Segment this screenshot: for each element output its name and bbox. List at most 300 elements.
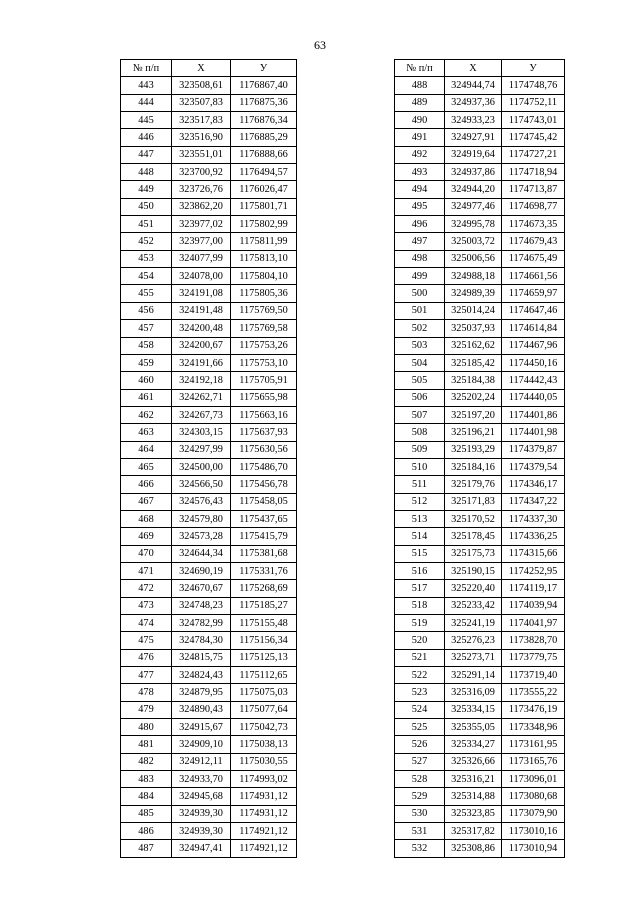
cell-number: 502 — [395, 320, 445, 337]
cell-x: 324977,46 — [445, 198, 502, 215]
cell-number: 480 — [121, 719, 172, 736]
cell-y: 1175458,05 — [231, 493, 297, 510]
cell-number: 507 — [395, 406, 445, 423]
cell-y: 1174931,12 — [231, 805, 297, 822]
cell-number: 466 — [121, 476, 172, 493]
cell-y: 1174337,30 — [502, 510, 565, 527]
cell-y: 1175769,58 — [231, 320, 297, 337]
table-row — [121, 753, 297, 770]
cell-number: 516 — [395, 562, 445, 579]
cell-y: 1173010,16 — [502, 823, 565, 840]
table-row — [121, 164, 297, 181]
cell-y: 1174347,22 — [502, 493, 565, 510]
cell-number: 458 — [121, 337, 172, 354]
cell-y: 1175038,13 — [231, 736, 297, 753]
cell-x: 325162,62 — [445, 337, 502, 354]
table-row — [121, 667, 297, 684]
table-row — [121, 233, 297, 250]
cell-number: 455 — [121, 285, 172, 302]
cell-y: 1176876,34 — [231, 112, 297, 129]
table-row — [121, 94, 297, 111]
table-row — [395, 372, 565, 389]
cell-number: 517 — [395, 580, 445, 597]
cell-y: 1175630,56 — [231, 441, 297, 458]
cell-x: 324303,15 — [172, 424, 231, 441]
cell-x: 324200,67 — [172, 337, 231, 354]
cell-x: 324191,66 — [172, 354, 231, 371]
cell-number: 452 — [121, 233, 172, 250]
cell-number: 492 — [395, 146, 445, 163]
table-row — [395, 805, 565, 822]
cell-y: 1174748,76 — [502, 77, 565, 94]
cell-x: 324995,78 — [445, 216, 502, 233]
cell-y: 1173719,40 — [502, 667, 565, 684]
cell-x: 325170,52 — [445, 510, 502, 527]
cell-y: 1173165,76 — [502, 753, 565, 770]
cell-number: 475 — [121, 632, 172, 649]
coordinates-table-left — [120, 59, 297, 858]
cell-y: 1175415,79 — [231, 528, 297, 545]
table-row — [395, 632, 565, 649]
table-row — [395, 320, 565, 337]
cell-x: 325241,19 — [445, 615, 502, 632]
table-row — [395, 458, 565, 475]
table-row — [395, 719, 565, 736]
table-row — [395, 736, 565, 753]
table-row — [121, 649, 297, 666]
header-x: Х — [445, 60, 502, 77]
table-row — [121, 562, 297, 579]
cell-x: 323726,76 — [172, 181, 231, 198]
cell-number: 489 — [395, 94, 445, 111]
cell-y: 1175663,16 — [231, 406, 297, 423]
cell-number: 523 — [395, 684, 445, 701]
cell-y: 1175075,03 — [231, 684, 297, 701]
cell-number: 514 — [395, 528, 445, 545]
cell-x: 325003,72 — [445, 233, 502, 250]
table-row — [121, 632, 297, 649]
table-row — [121, 510, 297, 527]
cell-y: 1174336,25 — [502, 528, 565, 545]
cell-y: 1173555,22 — [502, 684, 565, 701]
cell-x: 324912,11 — [172, 753, 231, 770]
cell-x: 325193,29 — [445, 441, 502, 458]
cell-y: 1176885,29 — [231, 129, 297, 146]
cell-x: 323977,02 — [172, 216, 231, 233]
cell-number: 446 — [121, 129, 172, 146]
cell-y: 1175655,98 — [231, 389, 297, 406]
cell-number: 497 — [395, 233, 445, 250]
cell-number: 522 — [395, 667, 445, 684]
cell-x: 325334,27 — [445, 736, 502, 753]
table-row — [395, 146, 565, 163]
cell-number: 478 — [121, 684, 172, 701]
cell-y: 1176867,40 — [231, 77, 297, 94]
table-row — [395, 771, 565, 788]
cell-number: 526 — [395, 736, 445, 753]
cell-y: 1174752,11 — [502, 94, 565, 111]
cell-x: 324939,30 — [172, 823, 231, 840]
table-row — [395, 441, 565, 458]
cell-y: 1174745,42 — [502, 129, 565, 146]
table-row — [121, 285, 297, 302]
cell-number: 477 — [121, 667, 172, 684]
table-row — [121, 493, 297, 510]
cell-y: 1175811,99 — [231, 233, 297, 250]
cell-x: 325334,15 — [445, 701, 502, 718]
cell-y: 1174467,96 — [502, 337, 565, 354]
cell-number: 471 — [121, 562, 172, 579]
table-row — [395, 285, 565, 302]
cell-number: 472 — [121, 580, 172, 597]
table-row — [121, 112, 297, 129]
cell-x: 324933,23 — [445, 112, 502, 129]
cell-y: 1174401,98 — [502, 424, 565, 441]
cell-x: 325179,76 — [445, 476, 502, 493]
cell-number: 459 — [121, 354, 172, 371]
table-row — [395, 649, 565, 666]
cell-x: 324933,70 — [172, 771, 231, 788]
table-row — [395, 112, 565, 129]
cell-x: 324078,00 — [172, 268, 231, 285]
cell-number: 499 — [395, 268, 445, 285]
cell-number: 512 — [395, 493, 445, 510]
cell-x: 325291,14 — [445, 667, 502, 684]
cell-y: 1175804,10 — [231, 268, 297, 285]
cell-y: 1175813,10 — [231, 250, 297, 267]
cell-y: 1176494,57 — [231, 164, 297, 181]
cell-y: 1176026,47 — [231, 181, 297, 198]
header-x: Х — [172, 60, 231, 77]
cell-number: 468 — [121, 510, 172, 527]
table-row — [395, 545, 565, 562]
cell-x: 324944,74 — [445, 77, 502, 94]
cell-y: 1173161,95 — [502, 736, 565, 753]
cell-y: 1174039,94 — [502, 597, 565, 614]
cell-x: 324690,19 — [172, 562, 231, 579]
cell-x: 325006,56 — [445, 250, 502, 267]
table-row — [395, 302, 565, 319]
cell-y: 1174440,05 — [502, 389, 565, 406]
cell-x: 323517,83 — [172, 112, 231, 129]
cell-y: 1175042,73 — [231, 719, 297, 736]
cell-x: 324909,10 — [172, 736, 231, 753]
cell-x: 324267,73 — [172, 406, 231, 423]
cell-y: 1174718,94 — [502, 164, 565, 181]
table-row — [395, 424, 565, 441]
cell-number: 483 — [121, 771, 172, 788]
table-row — [395, 788, 565, 805]
cell-x: 324944,20 — [445, 181, 502, 198]
cell-x: 323700,92 — [172, 164, 231, 181]
cell-x: 324566,50 — [172, 476, 231, 493]
cell-x: 324077,99 — [172, 250, 231, 267]
cell-number: 496 — [395, 216, 445, 233]
cell-x: 325037,93 — [445, 320, 502, 337]
table-row — [121, 146, 297, 163]
cell-x: 324939,30 — [172, 805, 231, 822]
cell-number: 486 — [121, 823, 172, 840]
cell-y: 1174041,97 — [502, 615, 565, 632]
table-row — [395, 406, 565, 423]
cell-number: 511 — [395, 476, 445, 493]
cell-number: 460 — [121, 372, 172, 389]
cell-number: 462 — [121, 406, 172, 423]
cell-y: 1174379,54 — [502, 458, 565, 475]
cell-y: 1174119,17 — [502, 580, 565, 597]
cell-y: 1175112,65 — [231, 667, 297, 684]
cell-x: 325184,38 — [445, 372, 502, 389]
table-header-row — [121, 60, 297, 77]
cell-y: 1174993,02 — [231, 771, 297, 788]
table-row — [121, 216, 297, 233]
table-row — [121, 372, 297, 389]
cell-y: 1174921,12 — [231, 840, 297, 857]
cell-number: 485 — [121, 805, 172, 822]
table-row — [395, 337, 565, 354]
cell-number: 470 — [121, 545, 172, 562]
cell-x: 325355,05 — [445, 719, 502, 736]
cell-x: 325276,23 — [445, 632, 502, 649]
cell-x: 324919,64 — [445, 146, 502, 163]
cell-number: 467 — [121, 493, 172, 510]
cell-x: 324937,36 — [445, 94, 502, 111]
table-row — [121, 736, 297, 753]
cell-x: 324927,91 — [445, 129, 502, 146]
cell-number: 454 — [121, 268, 172, 285]
cell-y: 1175331,76 — [231, 562, 297, 579]
table-row — [121, 181, 297, 198]
cell-x: 325202,24 — [445, 389, 502, 406]
cell-x: 324500,00 — [172, 458, 231, 475]
cell-number: 445 — [121, 112, 172, 129]
cell-x: 324262,71 — [172, 389, 231, 406]
cell-number: 481 — [121, 736, 172, 753]
table-row — [121, 805, 297, 822]
cell-y: 1175268,69 — [231, 580, 297, 597]
cell-number: 461 — [121, 389, 172, 406]
cell-number: 498 — [395, 250, 445, 267]
cell-x: 324879,95 — [172, 684, 231, 701]
cell-y: 1173476,19 — [502, 701, 565, 718]
table-row — [121, 320, 297, 337]
cell-number: 491 — [395, 129, 445, 146]
cell-x: 325316,09 — [445, 684, 502, 701]
cell-x: 324945,68 — [172, 788, 231, 805]
cell-y: 1175125,13 — [231, 649, 297, 666]
table-row — [395, 580, 565, 597]
cell-number: 500 — [395, 285, 445, 302]
cell-y: 1173079,90 — [502, 805, 565, 822]
cell-number: 519 — [395, 615, 445, 632]
cell-y: 1173828,70 — [502, 632, 565, 649]
cell-number: 509 — [395, 441, 445, 458]
table-row — [395, 597, 565, 614]
table-row — [121, 268, 297, 285]
cell-number: 443 — [121, 77, 172, 94]
table-row — [395, 77, 565, 94]
table-row — [121, 580, 297, 597]
table-row — [395, 129, 565, 146]
table-row — [121, 406, 297, 423]
cell-number: 503 — [395, 337, 445, 354]
cell-x: 323977,00 — [172, 233, 231, 250]
header-number: № п/п — [121, 60, 172, 77]
cell-x: 323551,01 — [172, 146, 231, 163]
cell-y: 1175805,36 — [231, 285, 297, 302]
table-row — [121, 476, 297, 493]
cell-x: 325273,71 — [445, 649, 502, 666]
table-row — [395, 164, 565, 181]
table-row — [395, 268, 565, 285]
cell-number: 449 — [121, 181, 172, 198]
cell-y: 1175486,70 — [231, 458, 297, 475]
cell-x: 324576,43 — [172, 493, 231, 510]
cell-x: 325314,88 — [445, 788, 502, 805]
cell-number: 530 — [395, 805, 445, 822]
table-row — [395, 476, 565, 493]
cell-x: 325326,66 — [445, 753, 502, 770]
cell-x: 324782,99 — [172, 615, 231, 632]
cell-y: 1174315,66 — [502, 545, 565, 562]
cell-number: 448 — [121, 164, 172, 181]
table-row — [121, 337, 297, 354]
cell-x: 325178,45 — [445, 528, 502, 545]
cell-y: 1174743,01 — [502, 112, 565, 129]
cell-number: 487 — [121, 840, 172, 857]
cell-y: 1175185,27 — [231, 597, 297, 614]
table-row — [395, 753, 565, 770]
table-row — [121, 389, 297, 406]
cell-x: 325190,15 — [445, 562, 502, 579]
cell-x: 325171,83 — [445, 493, 502, 510]
cell-y: 1175155,48 — [231, 615, 297, 632]
cell-number: 476 — [121, 649, 172, 666]
cell-x: 324573,28 — [172, 528, 231, 545]
cell-y: 1174727,21 — [502, 146, 565, 163]
cell-number: 524 — [395, 701, 445, 718]
cell-number: 447 — [121, 146, 172, 163]
coordinates-table-right — [394, 59, 565, 858]
cell-number: 479 — [121, 701, 172, 718]
table-row — [121, 198, 297, 215]
cell-number: 527 — [395, 753, 445, 770]
cell-x: 325233,42 — [445, 597, 502, 614]
table-row — [121, 719, 297, 736]
cell-x: 324947,41 — [172, 840, 231, 857]
cell-number: 463 — [121, 424, 172, 441]
table-row — [121, 129, 297, 146]
table-row — [121, 424, 297, 441]
cell-number: 493 — [395, 164, 445, 181]
table-row — [121, 77, 297, 94]
cell-y: 1174673,35 — [502, 216, 565, 233]
cell-number: 473 — [121, 597, 172, 614]
cell-y: 1174252,95 — [502, 562, 565, 579]
cell-y: 1174659,97 — [502, 285, 565, 302]
page-number: 63 — [314, 38, 326, 52]
cell-y: 1174921,12 — [231, 823, 297, 840]
table-row — [121, 354, 297, 371]
cell-y: 1174450,16 — [502, 354, 565, 371]
cell-y: 1174713,87 — [502, 181, 565, 198]
cell-number: 528 — [395, 771, 445, 788]
cell-x: 325185,42 — [445, 354, 502, 371]
cell-number: 451 — [121, 216, 172, 233]
cell-x: 324824,43 — [172, 667, 231, 684]
cell-number: 501 — [395, 302, 445, 319]
cell-x: 324784,30 — [172, 632, 231, 649]
table-row — [395, 94, 565, 111]
cell-number: 508 — [395, 424, 445, 441]
cell-x: 323862,20 — [172, 198, 231, 215]
cell-number: 513 — [395, 510, 445, 527]
table-row — [121, 823, 297, 840]
cell-y: 1176875,36 — [231, 94, 297, 111]
cell-y: 1175801,71 — [231, 198, 297, 215]
table-row — [395, 493, 565, 510]
table-row — [121, 840, 297, 857]
cell-number: 490 — [395, 112, 445, 129]
cell-x: 323508,61 — [172, 77, 231, 94]
cell-x: 324915,67 — [172, 719, 231, 736]
cell-y: 1173096,01 — [502, 771, 565, 788]
cell-number: 464 — [121, 441, 172, 458]
cell-y: 1173010,94 — [502, 840, 565, 857]
table-row — [121, 302, 297, 319]
cell-number: 488 — [395, 77, 445, 94]
cell-x: 324200,48 — [172, 320, 231, 337]
cell-y: 1175077,64 — [231, 701, 297, 718]
cell-number: 505 — [395, 372, 445, 389]
table-row — [121, 250, 297, 267]
cell-number: 495 — [395, 198, 445, 215]
cell-number: 453 — [121, 250, 172, 267]
cell-x: 324748,23 — [172, 597, 231, 614]
cell-x: 324644,34 — [172, 545, 231, 562]
table-row — [395, 233, 565, 250]
cell-x: 325175,73 — [445, 545, 502, 562]
table-header-row — [395, 60, 565, 77]
cell-y: 1174442,43 — [502, 372, 565, 389]
table-row — [121, 545, 297, 562]
cell-y: 1175802,99 — [231, 216, 297, 233]
table-row — [395, 823, 565, 840]
cell-number: 506 — [395, 389, 445, 406]
table-row — [395, 701, 565, 718]
cell-number: 450 — [121, 198, 172, 215]
cell-y: 1174698,77 — [502, 198, 565, 215]
cell-number: 474 — [121, 615, 172, 632]
cell-x: 325308,86 — [445, 840, 502, 857]
table-row — [121, 597, 297, 614]
cell-y: 1175437,65 — [231, 510, 297, 527]
cell-y: 1174614,84 — [502, 320, 565, 337]
cell-y: 1173779,75 — [502, 649, 565, 666]
table-row — [121, 771, 297, 788]
cell-y: 1175030,55 — [231, 753, 297, 770]
cell-x: 324989,39 — [445, 285, 502, 302]
table-row — [395, 198, 565, 215]
header-y: У — [502, 60, 565, 77]
cell-x: 323516,90 — [172, 129, 231, 146]
cell-y: 1175753,26 — [231, 337, 297, 354]
cell-y: 1173348,96 — [502, 719, 565, 736]
cell-y: 1174661,56 — [502, 268, 565, 285]
cell-number: 457 — [121, 320, 172, 337]
table-row — [395, 684, 565, 701]
cell-y: 1175456,78 — [231, 476, 297, 493]
